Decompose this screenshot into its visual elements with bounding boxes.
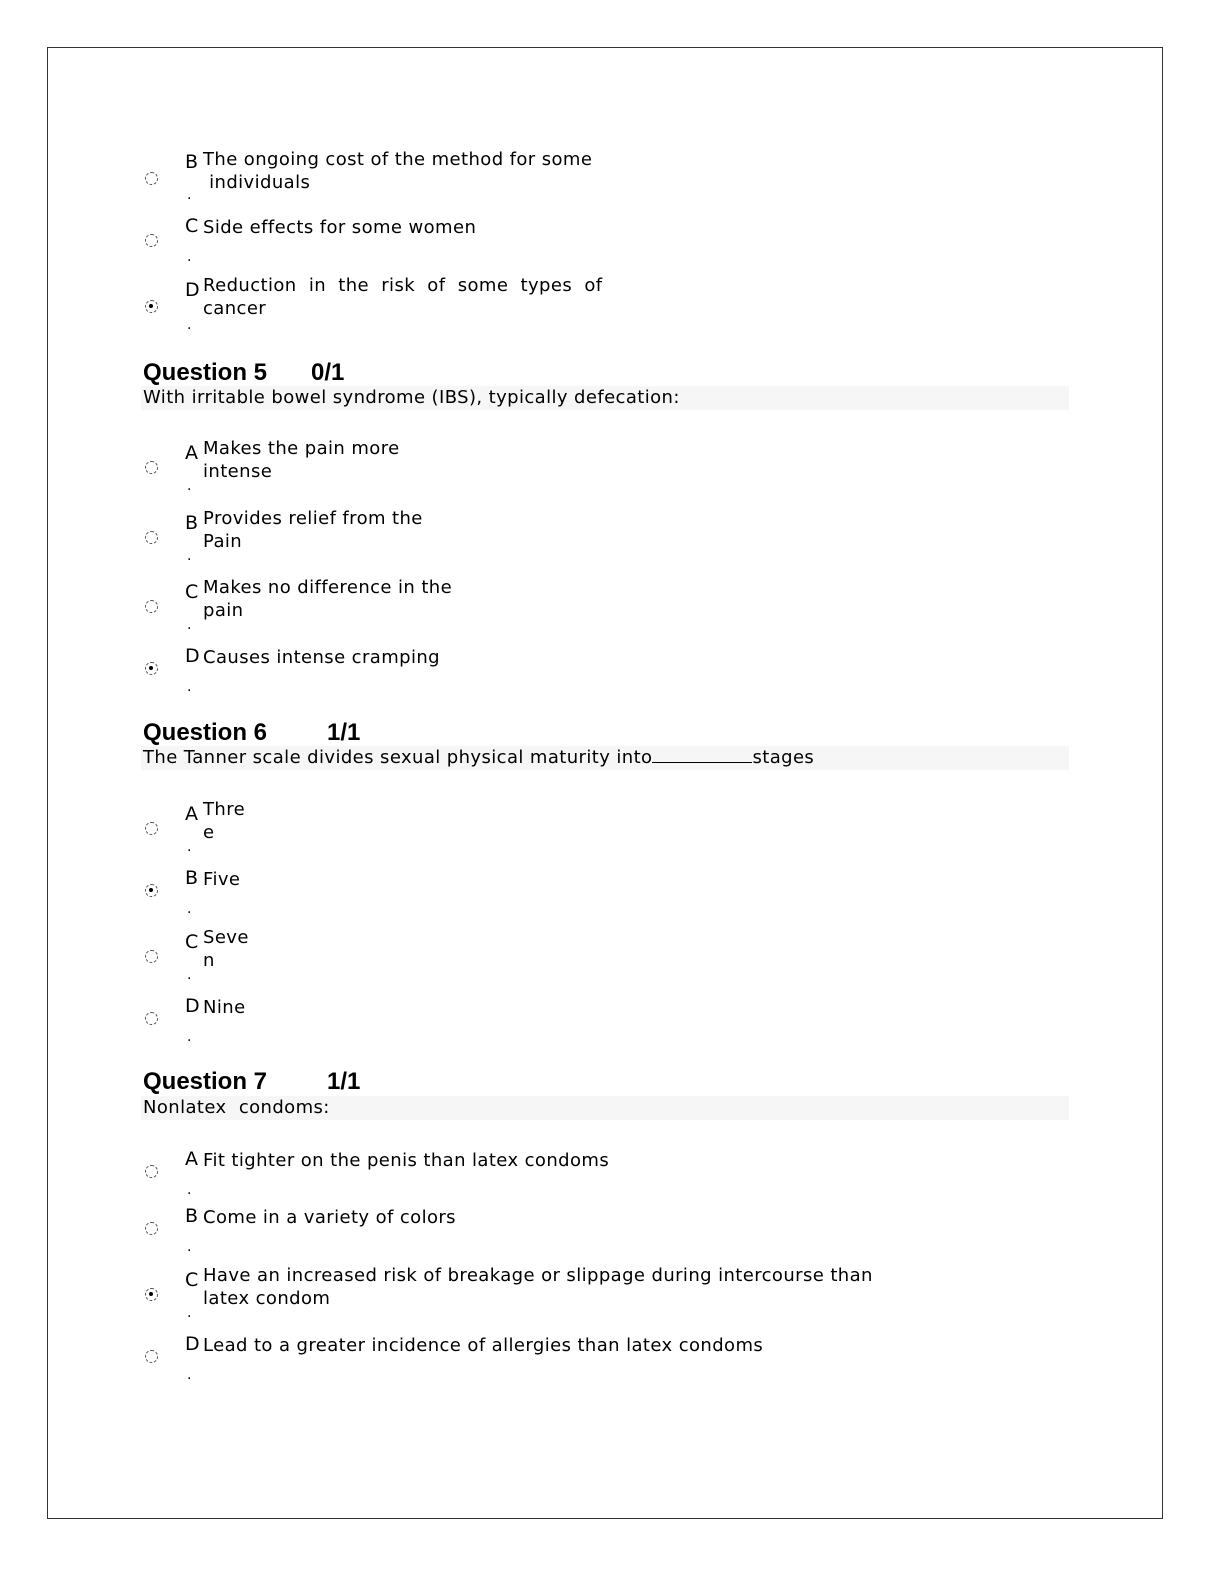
q5-option-a[interactable] [145, 438, 1045, 503]
question-title: Question 6 [143, 719, 268, 746]
option-text: Nine [203, 997, 246, 1018]
option-text: Thre e [203, 799, 246, 843]
radio-button[interactable] [145, 950, 158, 963]
option-letter: A [185, 1148, 198, 1170]
option-dot: . [187, 901, 192, 917]
question-6-header [143, 719, 361, 746]
question-7-header [143, 1068, 361, 1095]
radio-button[interactable] [145, 234, 158, 247]
question-5-stem: With irritable bowel syndrome (IBS), typically defecation: [141, 386, 1069, 410]
option-letter: D [185, 1333, 200, 1355]
option-letter: A [185, 442, 198, 464]
q4-option-d[interactable] [145, 275, 1045, 340]
radio-button[interactable] [145, 461, 158, 474]
option-letter: D [185, 645, 200, 667]
q5-option-d[interactable] [145, 646, 1045, 706]
option-dot: . [187, 1305, 192, 1321]
option-dot: . [187, 1239, 192, 1255]
radio-button-selected[interactable] [145, 1288, 158, 1301]
option-text: Side effects for some women [203, 217, 477, 238]
option-dot: . [187, 617, 192, 633]
question-title: Question 5 [143, 359, 268, 386]
option-dot: . [187, 478, 192, 494]
option-dot: . [187, 548, 192, 564]
q4-option-c[interactable] [145, 216, 1045, 276]
option-dot: . [187, 249, 192, 265]
option-text: Come in a variety of colors [203, 1207, 456, 1228]
option-dot: . [187, 1029, 192, 1045]
option-letter: D [185, 279, 200, 301]
option-text: Five [203, 869, 241, 890]
stem-text-after: stages [752, 747, 815, 768]
q7-option-b[interactable] [145, 1206, 1045, 1266]
radio-button[interactable] [145, 531, 158, 544]
stem-text-before: The Tanner scale divides sexual physical maturity into [143, 747, 653, 768]
option-letter: D [185, 995, 200, 1017]
option-text: Provides relief from the Pain [203, 508, 423, 552]
q7-option-a[interactable] [145, 1149, 1045, 1209]
q4-option-b[interactable] [145, 149, 1045, 212]
question-score: 0/1 [311, 359, 345, 386]
option-dot: . [187, 839, 192, 855]
radio-button[interactable] [145, 600, 158, 613]
q6-option-a[interactable] [145, 799, 1045, 864]
option-dot: . [187, 967, 192, 983]
radio-button[interactable] [145, 1012, 158, 1025]
question-score: 1/1 [327, 1068, 361, 1095]
radio-button-selected[interactable] [145, 884, 158, 897]
radio-button[interactable] [145, 1222, 158, 1235]
option-text: The ongoing cost of the method for some individuals [203, 149, 593, 193]
option-text: Have an increased risk of breakage or slippage during intercourse than latex condom [203, 1265, 873, 1309]
option-text: Lead to a greater incidence of allergies than latex condoms [203, 1335, 764, 1356]
option-letter: B [185, 867, 199, 889]
q6-option-b[interactable] [145, 868, 1045, 928]
question-5-header [143, 359, 345, 386]
q7-option-c[interactable] [145, 1265, 1045, 1330]
option-letter: C [185, 215, 199, 237]
q5-option-b[interactable] [145, 508, 1045, 573]
option-letter: A [185, 803, 198, 825]
option-dot: . [187, 317, 192, 333]
option-text: Causes intense cramping [203, 647, 441, 668]
radio-button-selected[interactable] [145, 300, 158, 313]
question-score: 1/1 [327, 719, 361, 746]
option-dot: . [187, 1367, 192, 1383]
radio-button[interactable] [145, 822, 158, 835]
question-7-stem: Nonlatex condoms: [141, 1096, 1069, 1120]
option-letter: B [185, 512, 199, 534]
question-title: Question 7 [143, 1068, 268, 1095]
option-dot: . [187, 1182, 192, 1198]
q5-option-c[interactable] [145, 577, 1045, 642]
option-text: Makes the pain more intense [203, 438, 400, 482]
option-letter: C [185, 581, 199, 603]
option-text: Fit tighter on the penis than latex condoms [203, 1150, 610, 1171]
q6-option-d[interactable] [145, 996, 1045, 1056]
option-letter: C [185, 931, 199, 953]
option-text: Reduction in the risk of some types of cancer [203, 275, 603, 319]
radio-button[interactable] [145, 1165, 158, 1178]
option-text: Makes no difference in the pain [203, 577, 453, 621]
question-6-stem [141, 746, 1069, 770]
q6-option-c[interactable] [145, 927, 1045, 992]
option-dot: . [187, 679, 192, 695]
option-letter: B [185, 151, 199, 173]
option-text: Seve n [203, 927, 249, 971]
option-dot: . [187, 187, 192, 203]
radio-button-selected[interactable] [145, 662, 158, 675]
radio-button[interactable] [145, 1350, 158, 1363]
q7-option-d[interactable] [145, 1334, 1045, 1394]
option-letter: C [185, 1269, 199, 1291]
radio-button[interactable] [145, 172, 158, 185]
option-letter: B [185, 1205, 199, 1227]
fill-in-blank [652, 746, 752, 763]
